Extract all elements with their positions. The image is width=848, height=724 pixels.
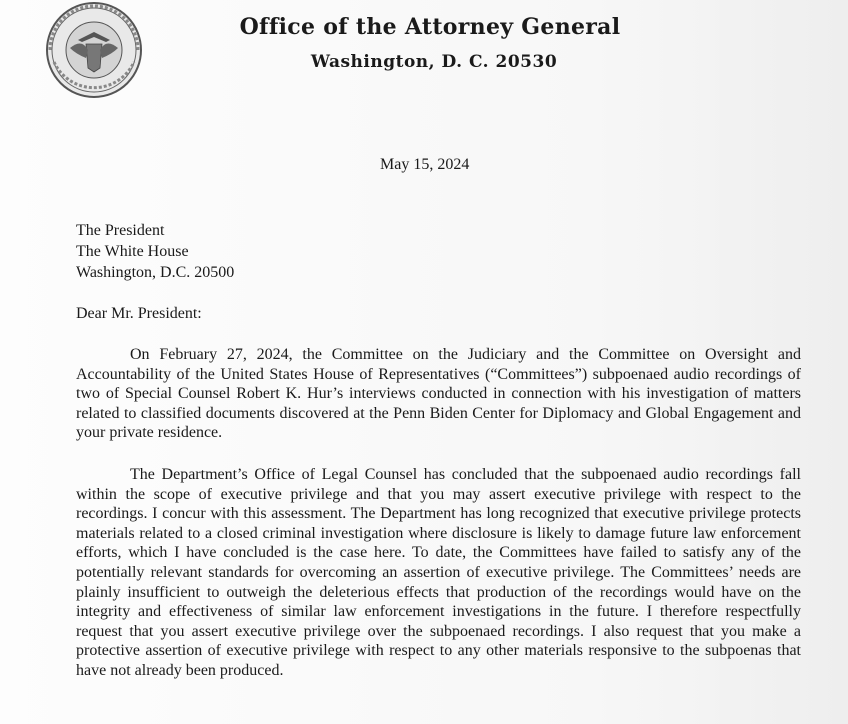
body-paragraph: The Department’s Office of Legal Counsel has concluded that the subpoenaed audio recordings fall within the scope of executive privilege and that you may assert executive privilege with respect to the recordings. I concur with this assessment. The Department has long recognized that executive privilege protects materials related to a closed criminal investigation where disclosure is likely to damage future law enforcement efforts, which I have concluded is the case here. To date, the Committees have failed to satisfy any of the potentially relevant standards for overcoming an assertion of executive privilege. The Committees’ needs are plainly insufficient to outweigh the deleterious effects that production of the recordings would have on the integrity and effectiveness of similar law enforcement investigations in the future. I therefore respectfully request that you assert executive privilege over the subpoenaed recordings. I also request that you make a protective assertion of executive privilege with respect to any other materials responsive to the subpoenas that have not already been produced. <box>76 466 801 679</box>
recipient-address <box>76 220 234 283</box>
recipient-line: The White House <box>76 243 189 260</box>
recipient-line: The President <box>76 222 165 239</box>
salutation: Dear Mr. President: <box>76 305 202 322</box>
letterhead-address: Washington, D. C. 20530 <box>310 52 558 72</box>
letterhead-office: Office of the Attorney General <box>239 14 621 40</box>
body-paragraph: On February 27, 2024, the Committee on the Judiciary and the Committee on Oversight and Accountability of the United States House of Representatives (“Committees”) subpoenaed audio recordings of two of Special Counsel Robert K. Hur’s interviews conducted in connection with his investigation of matters related to classified documents discovered at the Penn Biden Center for Diplomacy and Global Engagement and your private residence. <box>76 346 801 442</box>
recipient-line: Washington, D.C. 20500 <box>76 264 235 281</box>
letter-date: May 15, 2024 <box>380 156 470 173</box>
